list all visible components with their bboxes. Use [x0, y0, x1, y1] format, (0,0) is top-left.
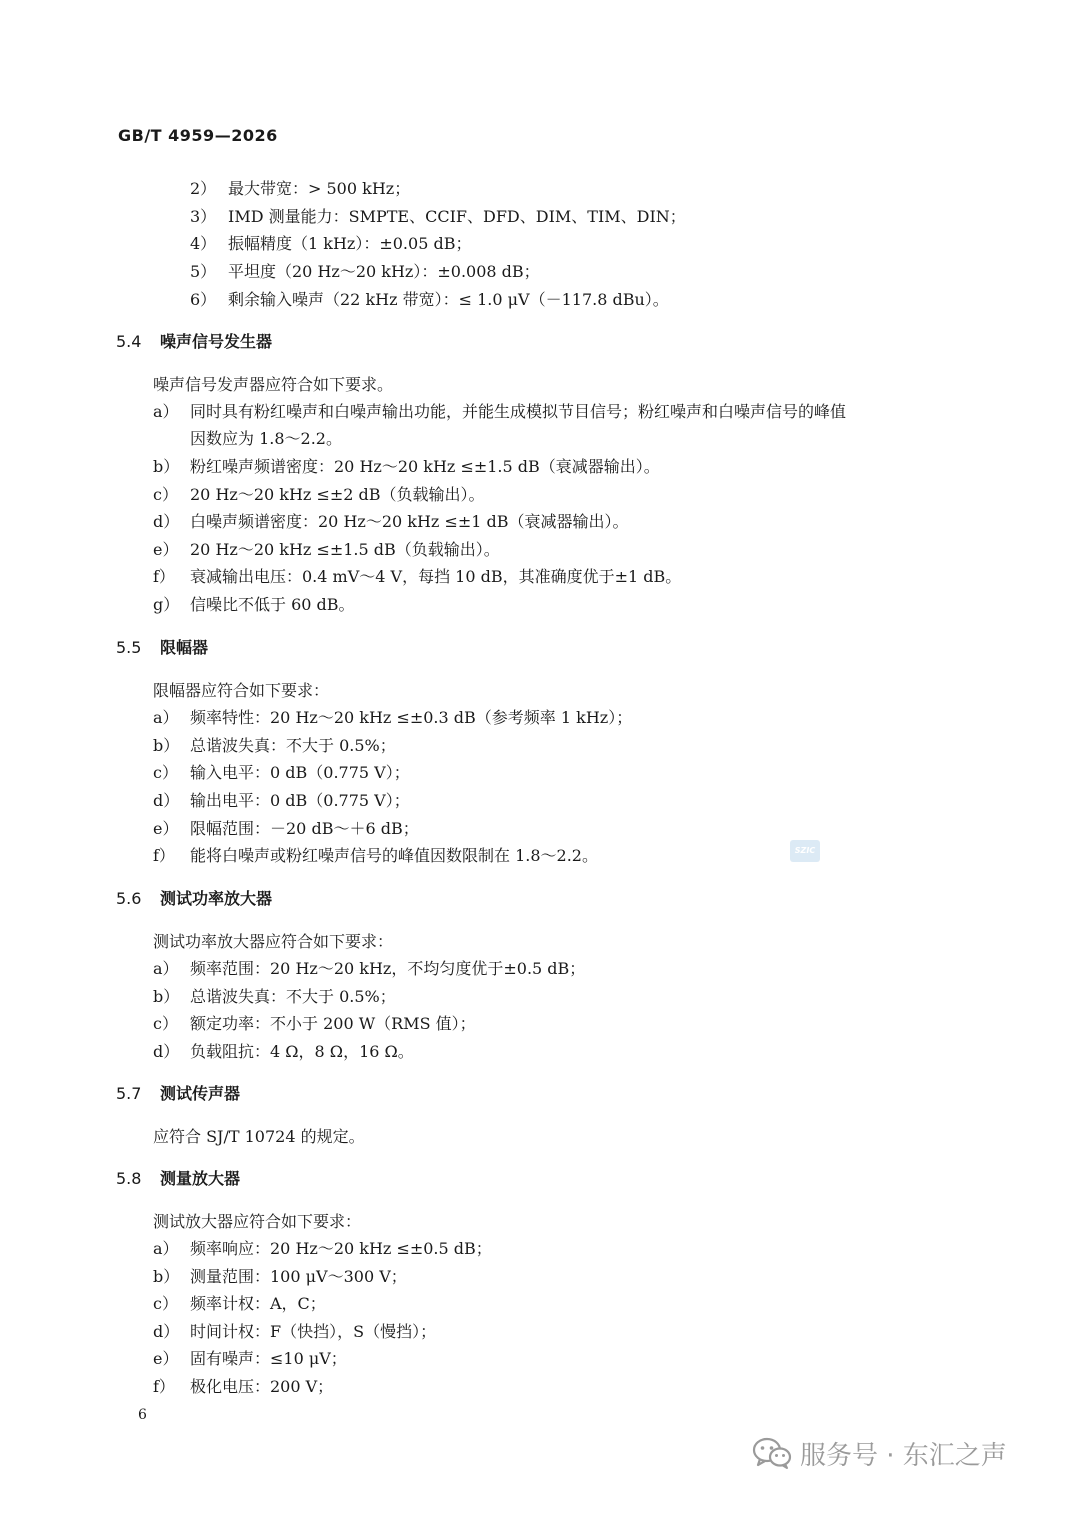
section-intro: 限幅器应符合如下要求： [153, 681, 330, 700]
document-code: GB/T 4959—2026 [118, 126, 278, 145]
section-intro: 应符合 SJ/T 10724 的规定。 [153, 1127, 365, 1146]
footer-brand-text: 服务号 · 东汇之声 [800, 1440, 1007, 1471]
section-intro: 噪声信号发声器应符合如下要求。 [153, 375, 394, 394]
footer-brand [752, 1433, 1007, 1473]
watermark-logo: SZIC [790, 840, 820, 862]
section-intro: 测试放大器应符合如下要求： [153, 1212, 362, 1231]
list-item-continuation: 因数应为 1.8～2.2。 [190, 429, 342, 448]
section-intro: 测试功率放大器应符合如下要求： [153, 932, 394, 951]
page-number: 6 [138, 1407, 147, 1423]
wechat-icon [752, 1436, 792, 1470]
